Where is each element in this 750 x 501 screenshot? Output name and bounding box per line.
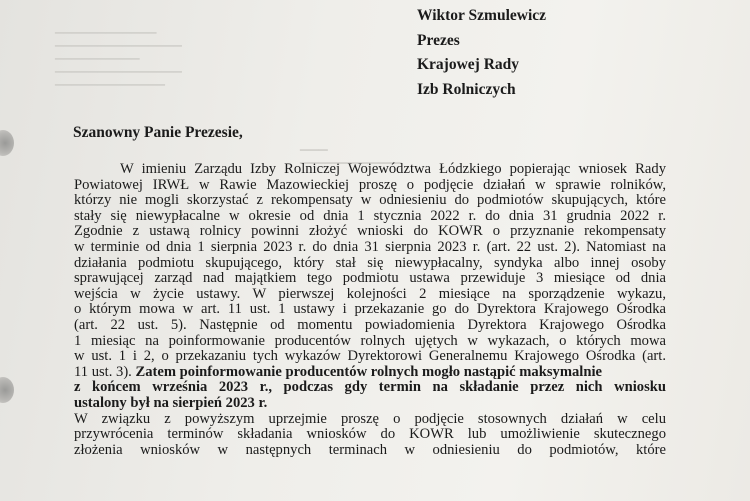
body-line: działania podmiotu skupującego, który stał się niewypłacalny, syndyka albo innej osoby [74, 254, 666, 271]
body-line: wejścia w życie ustawy. W pierwszej kolejności 2 miesiące na sporządzenie wykazu, [74, 285, 666, 302]
body-line: (art. 22 ust. 5). Następnie od momentu powiadomienia Dyrektora Krajowego Ośrodka [74, 316, 666, 333]
recipient-organization-line2: Izb Rolniczych [417, 80, 516, 98]
body-line: którzy nie mogli skorzystać z rekompensaty w odniesieniu do podmiotów skupujących, które [74, 192, 666, 209]
body-line: W związku z powyższym uprzejmie proszę o podjęcie stosownych działań w celu [74, 410, 666, 427]
salutation: Szanowny Panie Prezesie, [73, 124, 243, 141]
recipient-block [417, 4, 546, 102]
body-line: Zgodnie z ustawą rolnicy powinni złożyć wnioski do KOWR o przyznanie rekompensaty [74, 223, 666, 240]
show-through-text-left: ▁▁▁▁▁▁▁▁▁▁▁▁ ▁▁▁▁▁▁▁▁▁▁▁▁▁▁▁ ▁▁▁▁▁▁▁▁▁▁ ▁▁▁▁▁▁▁▁▁▁▁▁▁▁▁ ▁▁▁▁▁▁▁▁▁▁▁▁▁ [55, 22, 182, 86]
emphasis-line: ustalony był na sierpień 2023 r. [74, 394, 268, 411]
body-line: W imieniu Zarządu Izby Rolniczej Województwa Łódzkiego popierając wniosek Rady [120, 161, 666, 177]
show-through-text-center: ▁▁▁ ▁▁▁▁▁▁▁▁▁▁▁ [300, 137, 402, 164]
body-line: stały się niewypłacalne w okresie od dnia 1 stycznia 2022 r. do dnia 31 grudnia 2022 r. [74, 207, 666, 224]
recipient-name: Wiktor Szmulewicz [417, 7, 547, 24]
binder-hole-top [0, 130, 14, 156]
body-line: sprawującej zarząd nad majątkiem tego podmiotu ustawa przewiduje 3 miesiące od dnia [74, 270, 666, 287]
body-line: w terminie od dnia 1 sierpnia 2023 r. do dnia 31 sierpnia 2023 r. (art. 22 ust. 2). Natomiast na [74, 238, 666, 255]
body-line-plain-part: 11 ust. 3). [74, 363, 132, 380]
body-line: 1 miesiąc na poinformowanie producentów rolnych ujętych w wykazach, o których mowa [74, 332, 666, 349]
body-line-with-emphasis [74, 365, 666, 381]
body-line: w ust. 1 i 2, o przekazaniu tych wykazów Dyrektorowi Generalnemu Krajowego Ośrodka (art. [74, 348, 666, 365]
body-line: przywrócenia terminów składania wniosków do KOWR lub umożliwienie skutecznego [74, 426, 666, 443]
body-line: Powiatowej IRWŁ w Rawie Mazowieckiej proszę o podjęcie działań w sprawie rolników, [74, 176, 666, 193]
letter-body [74, 162, 666, 458]
body-line: o którym mowa w art. 11 ust. 1 ustawy i przekazanie go do Dyrektora Krajowego Ośrodka [74, 301, 666, 318]
binder-hole-bottom [0, 377, 14, 403]
recipient-position: Prezes [417, 31, 460, 49]
emphasis-line: z końcem września 2023 r., podczas gdy termin na składanie przez nich wniosku [74, 379, 666, 396]
body-line: złożenia wniosków w następnych terminach w odniesieniu do podmiotów, które [74, 441, 666, 458]
recipient-organization-line1: Krajowej Rady [417, 56, 520, 73]
emphasis-text: Zatem poinformowanie producentów rolnych mogło nastąpić maksymalnie [135, 363, 602, 380]
